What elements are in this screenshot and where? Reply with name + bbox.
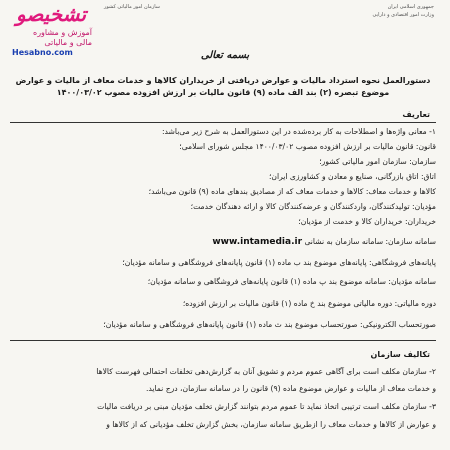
header-org-right-2: وزارت امور اقتصادی و دارایی: [372, 12, 434, 18]
definition-line: کالاها و خدمات معاف: کالاها و خدمات معاف که از مصادیق بندهای ماده (۹) قانون می‌باشد؛: [148, 187, 436, 196]
header-org-left: سازمان امور مالیاتی کشور: [104, 4, 160, 10]
document-title-line-2: موضوع تبصره (۲) بند الف ماده (۹) قانون مالیات بر ارزش افزوده مصوب ۱۴۰۰/۰۳/۰۲: [56, 88, 390, 97]
document-title-line-1: دستورالعمل نحوه استرداد مالیات و عوارض دریافتی از خریداران کالاها و خدمات معاف از مالیات و عوارض: [15, 76, 431, 85]
definition-line-url: [10, 237, 436, 247]
definition-line: خریداران: خریداران کالا و خدمت از مؤدیان؛: [298, 217, 436, 226]
header-org-right-1: جمهوری اسلامی ایران: [387, 4, 434, 10]
definition-line: اتاق: اتاق بازرگانی، صنایع و معادن و کشاورزی ایران؛: [268, 172, 436, 181]
bismillah: بسمه تعالی: [200, 50, 250, 61]
divider: [10, 340, 436, 341]
definition-line: قانون: قانون مالیات بر ارزش افزوده مصوب ۱۴۰۰/۰۳/۰۲ مجلس شورای اسلامی؛: [179, 142, 436, 151]
brand-tagline-1: آموزش و مشاوره: [33, 28, 92, 37]
brand-logo-text: تشخیصو: [16, 2, 87, 26]
definition-label: سامانه سازمان: سامانه سازمان به نشانی: [304, 237, 436, 246]
definition-line: سازمان: سازمان امور مالیاتی کشور؛: [319, 157, 436, 166]
definition-line: سامانه مؤدیان: سامانه موضوع بند پ ماده (۱) قانون پایانه‌های فروشگاهی و سامانه مؤدیان؛: [147, 277, 436, 286]
section-heading-definitions: تعاریف: [402, 110, 430, 119]
obligation-line: ۳- سازمان مکلف است ترتیبی اتخاذ نماید تا عموم مردم بتوانند گزارش تخلف مؤدیان مبنی بر دریافت مالیات: [97, 402, 436, 411]
obligation-line: و خدمات معاف از مالیات و عوارض موضوع ماده (۹) قانون را در سامانه سازمان، درج نماید.: [145, 384, 436, 393]
obligation-line: ۲- سازمان مکلف است برای آگاهی عموم مردم و تشویق آنان به گزارش‌دهی تخلفات احتمالی فهرست کالاها: [96, 367, 436, 376]
intamedia-url: www.intamedia.ir: [212, 237, 303, 247]
brand-url: Hesabno.com: [12, 48, 73, 57]
definition-line: دوره مالیاتی: دوره مالیاتی موضوع بند خ ماده (۱) قانون مالیات بر ارزش افزوده؛: [182, 299, 436, 308]
divider: [10, 122, 436, 123]
definition-line: پایانه‌های فروشگاهی: پایانه‌های موضوع بند ب ماده (۱) قانون پایانه‌های فروشگاهی و سامانه مؤدیان؛: [122, 258, 436, 267]
definition-line: مؤدیان: تولیدکنندگان، واردکنندگان و عرضه‌کنندگان کالا و ارائه دهندگان خدمت؛: [190, 202, 436, 211]
definition-line: ۱- معانی واژه‌ها و اصطلاحات به کار برده‌شده در این دستورالعمل به شرح زیر می‌باشد:: [161, 127, 436, 136]
section-heading-obligations: تکالیف سازمان: [370, 350, 430, 359]
definition-line: صورتحساب الکترونیکی: صورتحساب موضوع بند ث ماده (۱) قانون پایانه‌های فروشگاهی و سامانه مؤدیان؛: [103, 320, 436, 329]
brand-tagline-2: مالی و مالیاتی: [44, 38, 92, 47]
obligation-line: و عوارض از کالاها و خدمات معاف را ازطریق سامانه سازمان، بخش گزارش تخلف مؤدیانی که از کالاها و: [106, 420, 436, 429]
